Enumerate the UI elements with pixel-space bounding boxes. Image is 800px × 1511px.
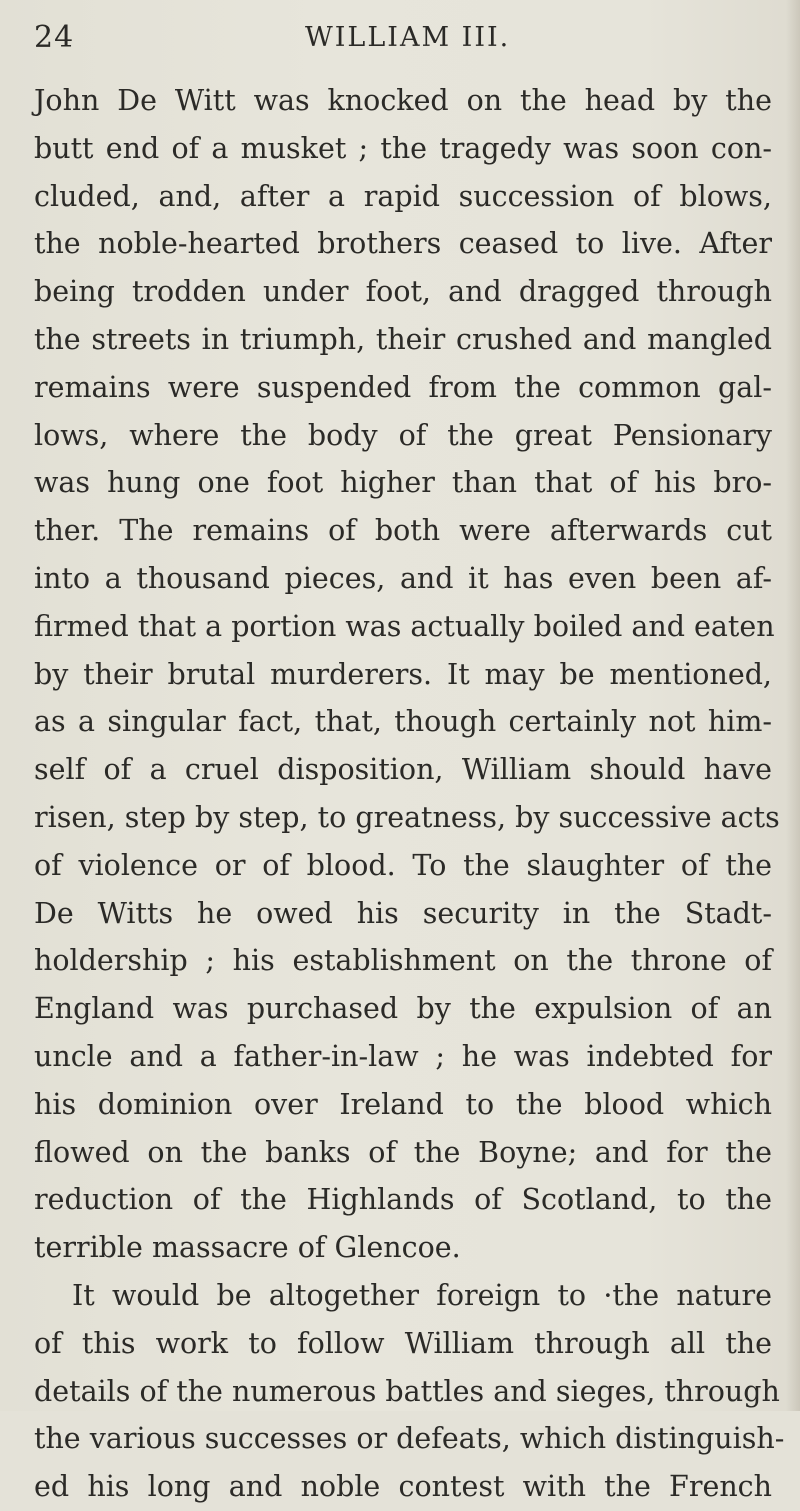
running-title: WILLIAM III. bbox=[305, 22, 511, 53]
text-line: details of the numerous battles and sieges, through bbox=[34, 1374, 780, 1408]
text-line: uncle and a father-in-law ; he was indebted for bbox=[34, 1039, 772, 1073]
text-line: De Witts he owed his security in the Stadt- bbox=[34, 896, 772, 930]
body-text bbox=[34, 77, 785, 1511]
text-line: England was purchased by the expulsion of an bbox=[34, 992, 772, 1026]
text-line: being trodden under foot, and dragged through bbox=[34, 275, 772, 309]
text-line: ed his long and noble contest with the French bbox=[34, 1470, 772, 1504]
text-line: butt end of a musket ; the tragedy was soon con- bbox=[34, 131, 772, 165]
text-line: lows, where the body of the great Pensionary bbox=[34, 418, 772, 452]
paragraph-start-line: It would be altogether foreign to ·the nature bbox=[72, 1278, 772, 1312]
running-head bbox=[0, 18, 800, 68]
text-line: remains were suspended from the common gal- bbox=[34, 370, 772, 404]
text-line: ther. The remains of both were afterwards cut bbox=[34, 514, 772, 548]
text-line: as a singular fact, that, though certainly not him- bbox=[34, 705, 772, 739]
text-line: his dominion over Ireland to the blood which bbox=[34, 1087, 772, 1121]
text-line: by their brutal murderers. It may be mentioned, bbox=[34, 657, 772, 691]
text-line: of violence or of blood. To the slaughter of the bbox=[34, 848, 772, 882]
text-line: cluded, and, after a rapid succession of blows, bbox=[34, 179, 772, 213]
page-number: 24 bbox=[34, 20, 75, 55]
text-line: the streets in triumph, their crushed and mangled bbox=[34, 322, 772, 356]
text-line: into a thousand pieces, and it has even been af- bbox=[34, 561, 772, 595]
text-line: of this work to follow William through all the bbox=[34, 1326, 772, 1360]
text-line: firmed that a portion was actually boiled and eaten bbox=[34, 609, 775, 643]
text-line: risen, step by step, to greatness, by successive acts bbox=[34, 800, 780, 834]
paragraph-end-line: terrible massacre of Glencoe. bbox=[34, 1231, 461, 1265]
text-line: self of a cruel disposition, William should have bbox=[34, 753, 772, 787]
text-line: holdership ; his establishment on the throne of bbox=[34, 944, 772, 978]
text-line: was hung one foot higher than that of his bro- bbox=[34, 466, 772, 500]
page-edge-shadow bbox=[786, 0, 800, 1411]
text-line: flowed on the banks of the Boyne; and for the bbox=[34, 1135, 772, 1169]
text-line: the noble-hearted brothers ceased to live. After bbox=[34, 227, 772, 261]
text-line: John De Witt was knocked on the head by the bbox=[34, 84, 772, 117]
text-line: reduction of the Highlands of Scotland, to the bbox=[34, 1183, 772, 1217]
text-line: the various successes or defeats, which distinguish- bbox=[34, 1422, 785, 1456]
